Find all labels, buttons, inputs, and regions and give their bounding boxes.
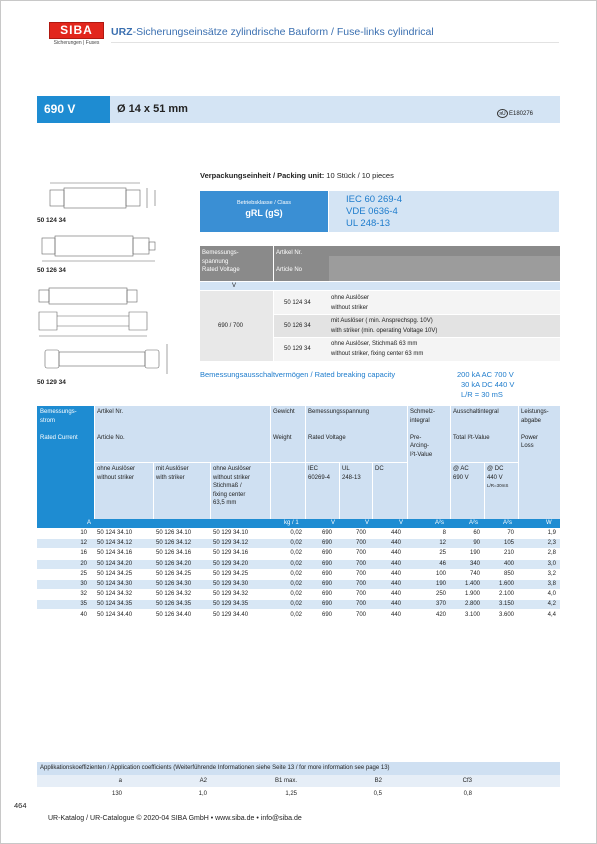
table-cell: 16: [80, 550, 87, 557]
coef-val: 1,0: [198, 791, 207, 797]
head-line: Rated Current: [40, 434, 78, 441]
table-cell: 0,02: [290, 581, 302, 587]
head-line: 440 V: [487, 474, 503, 481]
rating-article: 50 124 34: [284, 300, 311, 306]
title-rest: -Sicherungseinsätze zylindrische Bauform / Fuse-links cylindrical: [132, 26, 434, 38]
footer-text: UR-Katalog / UR-Catalogue © 2020-04 SIBA GmbH • www.siba.de • info@siba.de: [48, 815, 302, 822]
application-coefficients-header: [37, 775, 560, 787]
head-line: Leistungs-: [521, 409, 549, 415]
table-cell: 50 124 34.40: [97, 611, 133, 618]
breaking-value: 200 kA AC 700 V: [457, 370, 514, 379]
table-cell: 50 126 34.16: [156, 550, 192, 557]
head-line: Weight: [273, 434, 292, 441]
unit-w: W: [546, 520, 552, 526]
table-cell: 340: [469, 560, 480, 567]
rating-voltage: 690 / 700: [218, 323, 244, 329]
table-cell: 50 124 34.20: [97, 560, 133, 567]
table-cell: 46: [439, 560, 446, 567]
table-cell: 100: [435, 570, 446, 577]
table-cell: 50 129 34.25: [213, 570, 249, 577]
head-line: spannung: [202, 258, 229, 265]
table-cell: 50 126 34.40: [156, 611, 192, 618]
coef-col: B2: [374, 778, 382, 784]
packing-label: Verpackungseinheit / Packing unit:: [200, 171, 325, 180]
unit-v: V: [365, 520, 370, 526]
head-line: Bemessungsspannung: [308, 409, 370, 415]
head-voltage: [308, 408, 369, 442]
page-number: 464: [14, 801, 27, 810]
table-cell: 70: [507, 530, 514, 536]
head-line: ohne Auslöser: [213, 466, 252, 472]
coef-val: 130: [111, 791, 122, 797]
table-cell: 420: [435, 611, 446, 618]
packing-value: 10 Stück / 10 pieces: [326, 171, 394, 180]
class-value: gRL (gS): [245, 208, 283, 218]
table-cell: 0,02: [290, 540, 302, 547]
table-cell: 1.900: [464, 591, 480, 598]
unit-v: V: [399, 520, 404, 526]
head-line: Schmelz-: [410, 409, 436, 415]
unit-current: A: [87, 520, 92, 526]
head-spacer: [273, 417, 295, 434]
coef-col: A2: [199, 778, 207, 784]
head-line: 63,5 mm: [213, 500, 237, 506]
breaking-capacity-values: [457, 370, 514, 400]
table-cell: 1.400: [464, 581, 480, 587]
coef-val: 0,8: [463, 791, 472, 797]
ul-certification: [497, 109, 533, 118]
head-line: strom: [40, 417, 55, 424]
table-cell: 690: [322, 601, 333, 608]
drawing-label: 50 129 34: [37, 379, 66, 386]
table-cell: 0,02: [290, 530, 302, 536]
head-line: integral: [410, 417, 430, 424]
table-cell: 0,02: [290, 591, 302, 598]
table-cell: 50 129 34.30: [213, 581, 249, 587]
head-line: Article No.: [97, 434, 125, 441]
head-line: Rated Voltage: [308, 434, 346, 441]
table-cell: 35: [80, 601, 87, 608]
table-cell: 50 129 34.40: [213, 611, 249, 618]
table-cell: 50 124 34.16: [97, 550, 133, 557]
rating-article: 50 129 34: [284, 346, 311, 352]
head-sub-striker: [156, 465, 189, 482]
table-cell: 370: [435, 601, 446, 608]
rating-row: [274, 291, 560, 314]
table-cell: 50 129 34.12: [213, 540, 249, 547]
head-line: @ AC: [453, 466, 469, 472]
head-sub-no-striker: [97, 465, 135, 482]
table-cell: 10: [80, 530, 87, 536]
page-header-title: [111, 26, 434, 38]
rating-unit: V: [232, 283, 237, 289]
application-coefficients-title: Applikationskoeffizienten / Application coefficients (Weiterführende Informationen siehe Seite 13 / for more information see page 13): [37, 762, 560, 775]
rating-desc-de: mit Auslöser ( min. Ansprechspg. 10V): [331, 318, 433, 324]
table-cell: 700: [356, 611, 367, 618]
table-cell: 690: [322, 570, 333, 577]
ul-number: E180276: [509, 111, 534, 118]
table-cell: 32: [80, 591, 87, 598]
table-cell: 50 126 34.35: [156, 601, 192, 608]
rating-head-shade: [329, 256, 560, 281]
table-cell: 700: [356, 540, 367, 547]
rating-desc-en: without striker, fixing center 63 mm: [331, 351, 424, 357]
head-iec: [308, 465, 330, 482]
table-cell: 3,0: [547, 560, 556, 567]
table-cell: 12: [439, 540, 446, 547]
header-divider: [111, 42, 559, 43]
table-cell: 105: [503, 540, 514, 547]
table-cell: 440: [391, 540, 402, 547]
rating-article: 50 126 34: [284, 323, 311, 329]
head-line: fixing center: [213, 491, 246, 498]
rating-desc-de: ohne Auslöser: [331, 295, 370, 301]
table-cell: 50 126 34.20: [156, 560, 192, 567]
col-separator: [484, 463, 485, 519]
drawing-50-129-34: [37, 282, 172, 377]
head-line: L/R=30mS: [487, 483, 509, 488]
standard-ul: UL 248-13: [346, 218, 391, 229]
table-cell: 50 124 34.10: [97, 530, 133, 536]
table-cell: 50 129 34.20: [213, 560, 249, 567]
head-ac690: [453, 465, 469, 482]
table-cell: 50 129 34.10: [213, 530, 249, 536]
table-cell: 3,2: [547, 570, 556, 577]
table-cell: 3.600: [498, 611, 514, 618]
banner-dimension: Ø 14 x 51 mm: [117, 103, 188, 115]
table-cell: 440: [391, 611, 402, 618]
head-article-de: Artikel Nr.: [276, 250, 303, 256]
head-spacer: [40, 425, 78, 434]
table-cell: 440: [391, 581, 402, 587]
head-article-en: Article No: [276, 266, 303, 273]
head-melting: [410, 408, 435, 459]
table-cell: 400: [503, 560, 514, 567]
table-cell: 850: [503, 570, 514, 577]
table-cell: 0,02: [290, 611, 302, 618]
packing-unit: [200, 171, 394, 180]
table-cell: 4,4: [547, 611, 556, 618]
table-cell: 440: [391, 591, 402, 598]
head-line: IEC: [308, 466, 319, 472]
head-dc: DC: [375, 466, 384, 472]
table-cell: 4,0: [547, 591, 556, 598]
head-total: [453, 408, 499, 442]
standard-vde: VDE 0636-4: [346, 206, 398, 217]
head-spacer: [308, 417, 369, 434]
siba-logo: [49, 22, 104, 50]
head-line: abgabe: [521, 417, 542, 424]
logo-text: SIBA: [60, 23, 93, 37]
head-ul: [342, 465, 361, 482]
breaking-value: 30 kA DC 440 V: [461, 380, 515, 389]
table-cell: 2.100: [498, 591, 514, 598]
table-cell: 50 129 34.32: [213, 591, 249, 598]
table-cell: 60: [473, 530, 480, 536]
table-cell: 50 124 34.30: [97, 581, 133, 587]
application-coefficients-values: [37, 788, 560, 800]
head-spacer: [97, 417, 125, 434]
head-line: Total I²t-Value: [453, 434, 490, 441]
table-cell: 700: [356, 570, 367, 577]
col-separator: [407, 406, 408, 519]
table-cell: 90: [473, 540, 480, 547]
rating-desc-en: without striker: [331, 305, 369, 311]
head-line: Loss: [521, 443, 534, 449]
head-current: [40, 408, 78, 442]
head-line: Bemessungs-: [202, 250, 239, 256]
unit-a2s: A²s: [469, 520, 478, 526]
head-line: Power: [521, 434, 539, 441]
table-cell: 1.600: [498, 581, 514, 587]
table-cell: 190: [469, 550, 480, 557]
table-cell: 700: [356, 560, 367, 567]
table-cell: 210: [503, 550, 514, 557]
table-cell: 440: [391, 601, 402, 608]
col-separator: [339, 463, 340, 519]
table-cell: 0,02: [290, 601, 302, 608]
row-separator: [94, 462, 407, 463]
col-separator: [153, 463, 154, 519]
head-line: Artikel Nr.: [97, 409, 124, 415]
logo-subtitle: Sicherungen | Fuses: [53, 40, 100, 46]
title-prefix: URZ: [111, 26, 133, 38]
table-cell: 50 124 34.32: [97, 591, 133, 598]
table-cell: 700: [356, 581, 367, 587]
head-line: @ DC: [487, 466, 504, 472]
head-sub-fixing: [213, 465, 251, 508]
table-cell: 3,8: [547, 581, 556, 587]
coef-col: B1 max.: [274, 778, 297, 784]
table-cell: 700: [356, 530, 367, 536]
head-spacer: [410, 425, 435, 434]
unit-a2s: A²s: [503, 520, 512, 526]
head-line: Bemessungs-: [40, 409, 77, 415]
table-cell: 690: [322, 611, 333, 618]
table-cell: 2,8: [547, 550, 556, 557]
coef-val: 0,5: [373, 791, 382, 797]
table-cell: 12: [80, 540, 87, 547]
table-cell: 2.800: [464, 601, 480, 608]
table-cell: 440: [391, 570, 402, 577]
table-cell: 30: [80, 581, 87, 587]
head-line: mit Auslöser: [156, 466, 189, 472]
table-cell: 690: [322, 560, 333, 567]
head-line: Stichmaß /: [213, 483, 242, 489]
head-line: without striker: [97, 474, 135, 481]
table-cell: 50 126 34.25: [156, 570, 192, 577]
table-cell: 1,9: [547, 530, 556, 536]
head-dc440: [487, 465, 508, 491]
coef-col: a: [118, 778, 122, 784]
standard-iec: IEC 60 269-4: [346, 194, 402, 205]
table-cell: 50 126 34.30: [156, 581, 192, 587]
table-cell: 50 126 34.10: [156, 530, 192, 536]
operating-class-box: [200, 191, 328, 232]
table-cell: 25: [439, 550, 446, 557]
unit-weight: kg / 1: [284, 520, 299, 526]
head-line: 60269-4: [308, 474, 331, 481]
table-cell: 0,02: [290, 560, 302, 567]
drawing-label: 50 126 34: [37, 267, 66, 274]
table-cell: 50 124 34.25: [97, 570, 133, 577]
table-cell: 250: [435, 591, 446, 598]
coef-val: 1,25: [285, 791, 297, 797]
table-cell: 700: [356, 550, 367, 557]
rating-head-voltage: [200, 246, 273, 281]
head-line: with striker: [156, 474, 185, 481]
table-cell: 40: [80, 611, 87, 618]
table-cell: 8: [442, 530, 446, 536]
table-cell: 700: [356, 591, 367, 598]
head-line: ohne Auslöser: [97, 466, 136, 472]
col-separator: [210, 463, 211, 519]
table-cell: 0,02: [290, 570, 302, 577]
unit-row: [37, 519, 560, 528]
table-cell: 50 129 34.35: [213, 601, 249, 608]
head-line: Rated Voltage: [202, 267, 240, 273]
table-cell: 700: [356, 601, 367, 608]
rating-desc-en: with striker (min. operating Voltage 10V): [331, 328, 438, 334]
coef-col: Cf3: [462, 778, 472, 784]
table-cell: 690: [322, 591, 333, 598]
table-cell: 50 124 34.12: [97, 540, 133, 547]
class-caption: Betriebsklasse / Class: [236, 200, 292, 206]
table-cell: 3.150: [498, 601, 514, 608]
col-separator: [518, 406, 519, 519]
row-separator: [450, 462, 518, 463]
table-cell: 2,3: [547, 540, 556, 547]
breaking-capacity-label: Bemessungsausschaltvermögen / Rated breaking capacity: [200, 370, 396, 379]
head-line: UL: [342, 466, 350, 472]
table-cell: 690: [322, 550, 333, 557]
head-power: [521, 408, 549, 451]
table-cell: 4,2: [547, 601, 556, 608]
head-line: Gewicht: [273, 409, 295, 415]
table-cell: 50 124 34.35: [97, 601, 133, 608]
rating-desc-de: ohne Auslöser, Stichmaß 63 mm: [331, 341, 418, 347]
drawing-50-126-34: [37, 226, 167, 266]
table-cell: 50 126 34.32: [156, 591, 192, 598]
table-cell: 690: [322, 540, 333, 547]
drawing-label: 50 124 34: [37, 217, 66, 224]
breaking-value: L/R = 30 mS: [461, 390, 503, 399]
head-line: Ausschaltintegral: [453, 409, 499, 415]
head-line: I²t-Value: [410, 451, 433, 458]
unit-a2s: A²s: [435, 520, 444, 526]
head-spacer: [453, 417, 499, 434]
table-cell: 440: [391, 550, 402, 557]
head-spacer: [521, 425, 549, 434]
table-cell: 3.100: [464, 611, 480, 618]
head-weight: [273, 408, 295, 442]
head-line: Arcing-: [410, 443, 430, 449]
product-banner: [37, 96, 560, 123]
standards-box: [329, 191, 559, 232]
ul-recognized-icon: ᴙU: [497, 109, 508, 118]
unit-v: V: [331, 520, 336, 526]
table-cell: 25: [80, 570, 87, 577]
table-cell: 740: [469, 570, 480, 577]
rating-unit-row: [200, 282, 560, 290]
head-article: [97, 408, 125, 442]
table-cell: 690: [322, 581, 333, 587]
table-cell: 190: [435, 581, 446, 587]
table-cell: 0,02: [290, 550, 302, 557]
table-cell: 50 126 34.12: [156, 540, 192, 547]
head-line: 690 V: [453, 474, 469, 481]
table-cell: 690: [322, 530, 333, 536]
table-cell: 440: [391, 530, 402, 536]
banner-voltage: 690 V: [37, 96, 110, 123]
head-line: 248-13: [342, 474, 361, 481]
table-cell: 20: [80, 560, 87, 567]
drawing-50-124-34: [37, 178, 167, 220]
table-cell: 50 129 34.16: [213, 550, 249, 557]
head-line: without striker: [213, 474, 251, 481]
col-separator: [372, 463, 373, 519]
table-cell: 440: [391, 560, 402, 567]
head-line: Pre-: [410, 434, 422, 441]
